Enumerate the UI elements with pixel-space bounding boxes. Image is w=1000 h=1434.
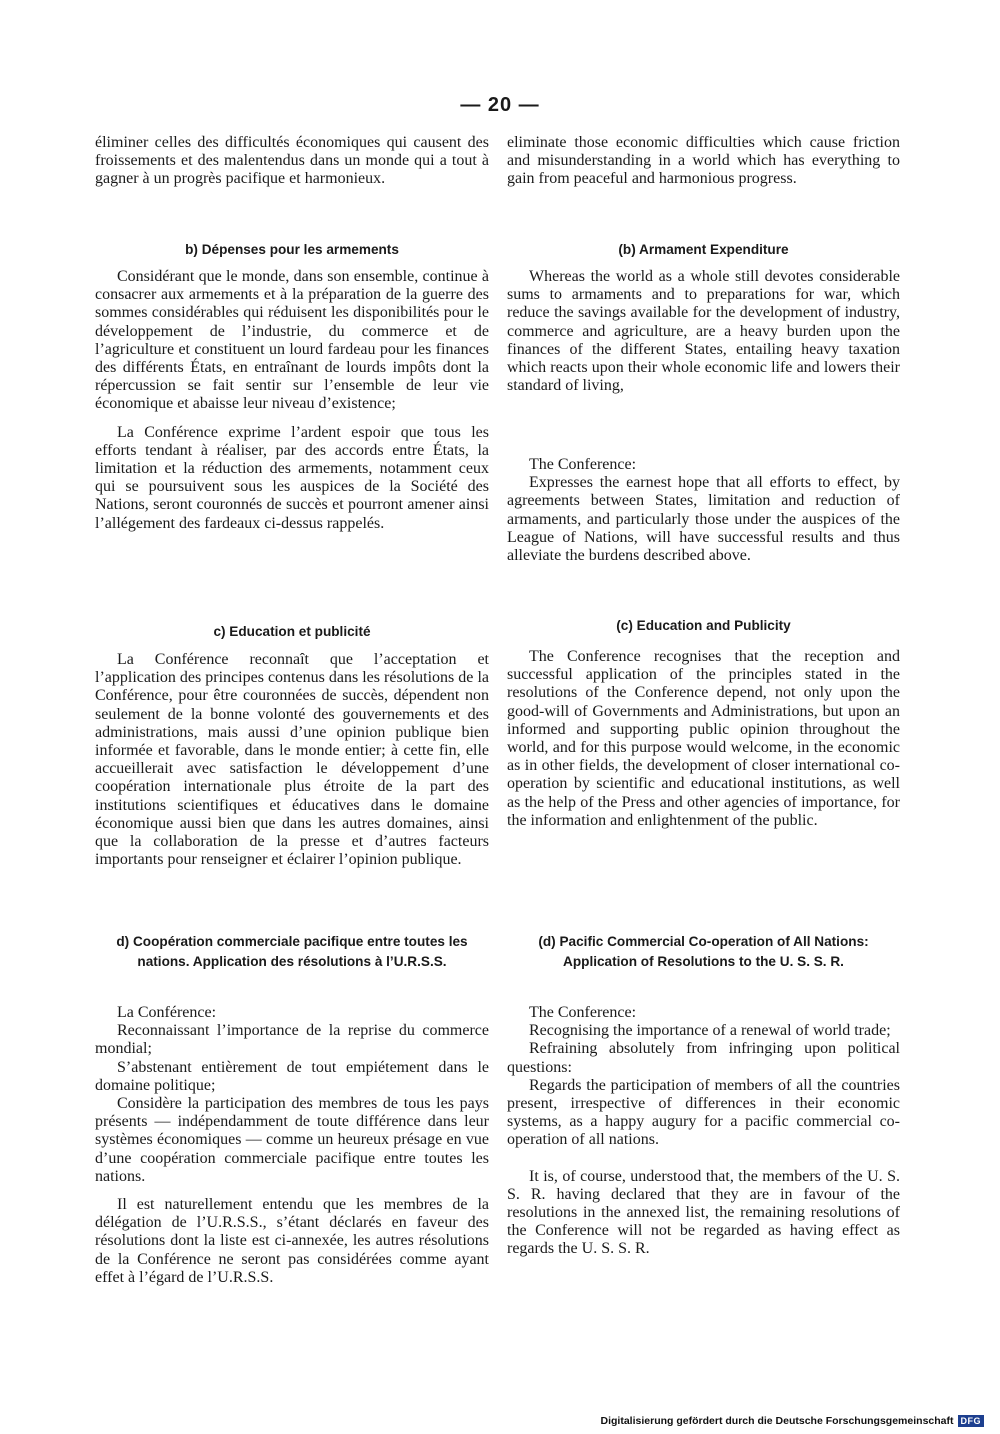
english-section-b-paragraph-2: The Conference: <box>529 456 637 473</box>
english-section-c <box>507 616 900 636</box>
english-section-b-paragraph-3: Expresses the earnest hope that all efforts to effect, by agreements between States, limitation and reduction of armaments, and particularly those under the auspices of the League of Nations, will have successful results and thus alleviate the burdens described above. <box>507 474 900 565</box>
french-section-d-paragraph-4: Considère la participation des membres de tous les pays présents — indépendamment de toute différence dans leur systèmes économiques — comme un heureux présage en vue d’une coopération commerciale pacifique entre toutes les nations. <box>95 1095 489 1185</box>
french-section-b <box>95 240 489 260</box>
english-section-b <box>507 240 900 260</box>
french-section-d-paragraph-2: Reconnaissant l’importance de la reprise du commerce mondial; <box>95 1022 489 1058</box>
english-section-b-paragraph-1: Whereas the world as a whole still devotes considerable sums to armaments and to preparations for war, which reduce the savings available for the development of industry, commerce and agriculture, are a heavy burden upon the finances of the different States, entailing heavy taxation which reacts upon their whole economic life and lowers their standard of living, <box>507 268 900 395</box>
english-section-c-paragraph-1: The Conference recognises that the reception and successful application of the principles stated in the resolutions of the Conference depend, not only upon the good-will of Governments and Administrations, but upon an informed and supporting public opinion throughout the world, and for this purpose would welcome, in the economic as in other fields, the development of closer international co-operation by scientific and educational institutions, as well as the help of the Press and other agencies of importance, for the information and enlightenment of the public. <box>507 648 900 829</box>
french-intro-block <box>95 134 489 189</box>
english-section-d-paragraph-4: Regards the participation of members of all the countries present, irrespective of differences in their economic systems, as a happy augury for a pacific commercial co-operation of all nations. <box>507 1076 900 1149</box>
english-section-d-heading: (d) Pacific Commercial Co-operation of All Nations: Application of Resolutions to the U. S. S. R. <box>538 934 869 969</box>
french-section-b-heading: b) Dépenses pour les armements <box>185 242 399 257</box>
french-section-d-paragraph-5: Il est naturellement entendu que les membres de la délégation de l’U.R.S.S., s’étant déclarés en faveur des résolutions dont la liste est ci-annexée, les autres résolutions de la Conférence ne seront pas considérées comme ayant effet à l’égard de l’U.R.S.S. <box>95 1196 489 1286</box>
french-section-b-paragraph-1: Considérant que le monde, dans son ensemble, continue à consacrer aux armements et à la préparation de la guerre des sommes considérables qui réduisent les disponibilités pour le développement de l’industrie, du commerce et de l’agriculture et constituent un lourd fardeau pour les finances des différents États, en entraînant de lourds impôts dont la répercussion se fait sentir sur l’ensemble de leur vie économique et abaisse leur niveau d’existence; <box>95 268 489 413</box>
french-section-d-body <box>95 1004 489 1287</box>
english-section-b-body <box>507 268 900 395</box>
english-section-d-paragraph-3: Refraining absolutely from infringing upon political questions: <box>507 1040 900 1076</box>
french-section-b-body <box>95 268 489 533</box>
english-section-d-paragraph-1: The Conference: <box>529 1004 637 1021</box>
french-section-c-body <box>95 651 489 869</box>
french-section-d-heading: d) Coopération commerciale pacifique entre toutes les nations. Application des résolutions à l’U.R.S.S. <box>116 934 468 969</box>
french-section-d-paragraph-1: La Conférence: <box>117 1004 217 1021</box>
english-intro-block <box>507 134 900 189</box>
english-section-d-paragraph-2: Recognising the importance of a renewal of world trade; <box>529 1022 891 1040</box>
english-section-c-body <box>507 648 900 830</box>
english-section-d-paragraph-5: It is, of course, understood that, the members of the U. S. S. R. having declared that they are in favour of the resolutions in the annexed list, the remaining resolutions of the Conference will not be regarded as having effect as regards the U. S. S. R. <box>507 1167 900 1258</box>
english-intro-paragraph: eliminate those economic difficulties which cause friction and misunderstanding in a world which has everything to gain from peaceful and harmonious progress. <box>507 134 900 188</box>
french-section-d <box>95 932 489 972</box>
page-number: — 20 — <box>460 94 540 116</box>
digitization-footer <box>601 1415 984 1427</box>
footer-text: Digitalisierung gefördert durch die Deutsche Forschungsgemeinschaft <box>600 1415 954 1427</box>
english-section-d-body <box>507 1004 900 1259</box>
dfg-logo: DFG <box>958 1415 985 1427</box>
french-section-b-paragraph-2: La Conférence exprime l’ardent espoir que tous les efforts tendant à réaliser, par des accords entre États, la limitation et la réduction des armements, notamment ceux qui se poursuivent sous les auspices de la Société des Nations, seront couronnés de succès et pourront amener ainsi l’allégement des fardeaux ci-dessus rappelés. <box>95 423 489 532</box>
french-section-d-paragraph-3: S’abstenant entièrement de tout empiétement dans le domaine politique; <box>95 1058 489 1094</box>
french-section-c-paragraph-1: La Conférence reconnaît que l’acceptation et l’application des principes contenus dans les résolutions de la Conférence, pour être couronnées de succès, dépendent non seulement de la bonne volonté des gouvernements et des administrations, mais aussi d’une opinion publique bien informée et favorable, dans le monde entier; à cette fin, elle accueillerait avec satisfaction le développement d’une coopération internationale plus étroite de la part des institutions scientifiques et éducatives dans le domaine économique aussi bien que dans les autres domaines, ainsi que la collaboration de la presse et d’autres facteurs importants pour renseigner et éclairer l’opinion publique. <box>95 651 489 869</box>
english-section-b-resolution <box>507 456 900 565</box>
french-section-c <box>95 622 489 642</box>
english-section-b-heading: (b) Armament Expenditure <box>618 242 789 257</box>
english-section-c-heading: (c) Education and Publicity <box>616 618 791 633</box>
french-section-c-heading: c) Education et publicité <box>213 624 371 639</box>
english-section-d <box>507 932 900 972</box>
french-intro-paragraph: éliminer celles des difficultés économiques qui causent des froissements et des malentendus dans un monde qui a tout à gagner à un progrès pacifique et harmonieux. <box>95 134 489 188</box>
